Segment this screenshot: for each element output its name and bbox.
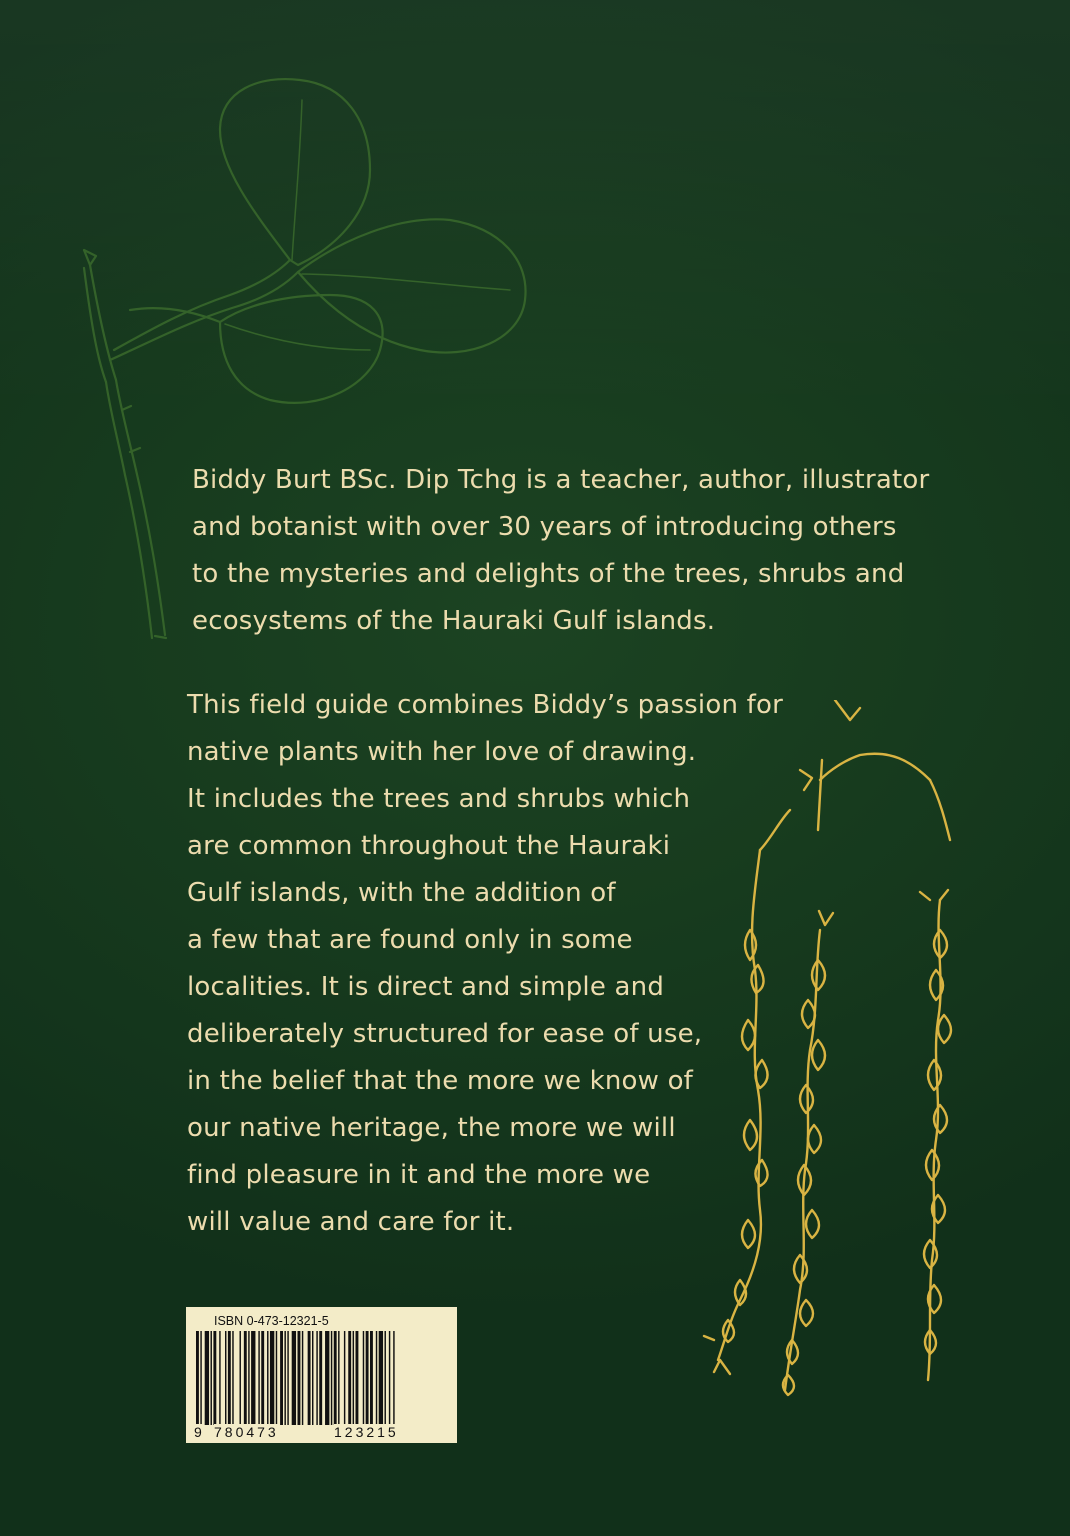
- barcode-bar: [284, 1331, 285, 1425]
- bio-line: to the mysteries and delights of the trees, shrubs and: [192, 559, 905, 589]
- barcode-icon: [196, 1331, 448, 1425]
- barcode-bar: [298, 1331, 301, 1425]
- barcode-bar: [302, 1331, 303, 1425]
- barcode-bar: [353, 1331, 354, 1425]
- ean-first-digit: 9: [194, 1424, 202, 1440]
- barcode-bar: [363, 1331, 364, 1425]
- barcode-bar: [356, 1331, 359, 1425]
- bio-line: ecosystems of the Hauraki Gulf islands.: [192, 606, 716, 636]
- barcode-bar: [258, 1331, 259, 1425]
- barcode-bar: [232, 1331, 233, 1425]
- barcode-bar: [280, 1331, 283, 1425]
- description-line: our native heritage, the more we will: [187, 1113, 676, 1143]
- barcode-bar: [331, 1331, 332, 1425]
- barcode-bar: [344, 1331, 345, 1425]
- description-line: deliberately structured for ease of use,: [187, 1019, 703, 1049]
- author-bio-paragraph: [192, 457, 929, 645]
- description-line: will value and care for it.: [187, 1207, 515, 1237]
- barcode-bar: [270, 1331, 274, 1425]
- barcode-bar: [225, 1331, 226, 1425]
- barcode-bar: [244, 1331, 247, 1425]
- isbn-barcode-label: [186, 1307, 457, 1443]
- ean-right-group: 123215: [334, 1424, 399, 1440]
- bio-line: Biddy Burt BSc. Dip Tchg is a teacher, author, illustrator: [192, 465, 930, 495]
- barcode-bar: [261, 1331, 264, 1425]
- barcode-bar: [319, 1331, 322, 1425]
- barcode-bar: [393, 1331, 394, 1425]
- barcode-bar: [240, 1331, 241, 1425]
- description-line: Gulf islands, with the addition of: [187, 878, 616, 908]
- barcode-bar: [379, 1331, 383, 1425]
- description-line: It includes the trees and shrubs which: [187, 784, 691, 814]
- barcode-bar: [276, 1331, 277, 1425]
- barcode-bar: [334, 1331, 337, 1425]
- barcode-bar: [211, 1331, 212, 1425]
- bio-line: and botanist with over 30 years of introducing others: [192, 512, 897, 542]
- barcode-bar: [213, 1331, 216, 1425]
- description-line: find pleasure in it and the more we: [187, 1160, 651, 1190]
- barcode-bar: [251, 1331, 255, 1425]
- barcode-bar: [389, 1331, 390, 1425]
- barcode-bar: [205, 1331, 209, 1425]
- description-line: localities. It is direct and simple and: [187, 972, 665, 1002]
- barcode-bar: [196, 1331, 199, 1425]
- barcode-bar: [316, 1331, 317, 1425]
- description-line: a few that are found only in some: [187, 925, 633, 955]
- ean-left-group: 780473: [214, 1424, 279, 1440]
- barcode-bar: [385, 1331, 386, 1425]
- description-line: This field guide combines Biddy’s passion for: [187, 690, 783, 720]
- barcode-bar: [376, 1331, 377, 1425]
- description-line: in the belief that the more we know of: [187, 1066, 694, 1096]
- barcode-bar: [267, 1331, 268, 1425]
- description-line: are common throughout the Hauraki: [187, 831, 671, 861]
- description-line: native plants with her love of drawing.: [187, 737, 697, 767]
- barcode-bar: [292, 1331, 296, 1425]
- barcode-bar: [325, 1331, 329, 1425]
- barcode-bar: [219, 1331, 220, 1425]
- barcode-bar: [248, 1331, 249, 1425]
- book-description-paragraph: [187, 682, 783, 1246]
- barcode-bar: [200, 1331, 201, 1425]
- isbn-number: ISBN 0-473-12321-5: [214, 1314, 329, 1328]
- barcode-bar: [338, 1331, 339, 1425]
- barcode-bar: [370, 1331, 373, 1425]
- barcode-bar: [348, 1331, 351, 1425]
- barcode-bar: [228, 1331, 231, 1425]
- barcode-bar: [366, 1331, 369, 1425]
- barcode-bar: [312, 1331, 313, 1425]
- barcode-bar: [287, 1331, 288, 1425]
- barcode-bar: [308, 1331, 311, 1425]
- ean-digits: [194, 1424, 452, 1441]
